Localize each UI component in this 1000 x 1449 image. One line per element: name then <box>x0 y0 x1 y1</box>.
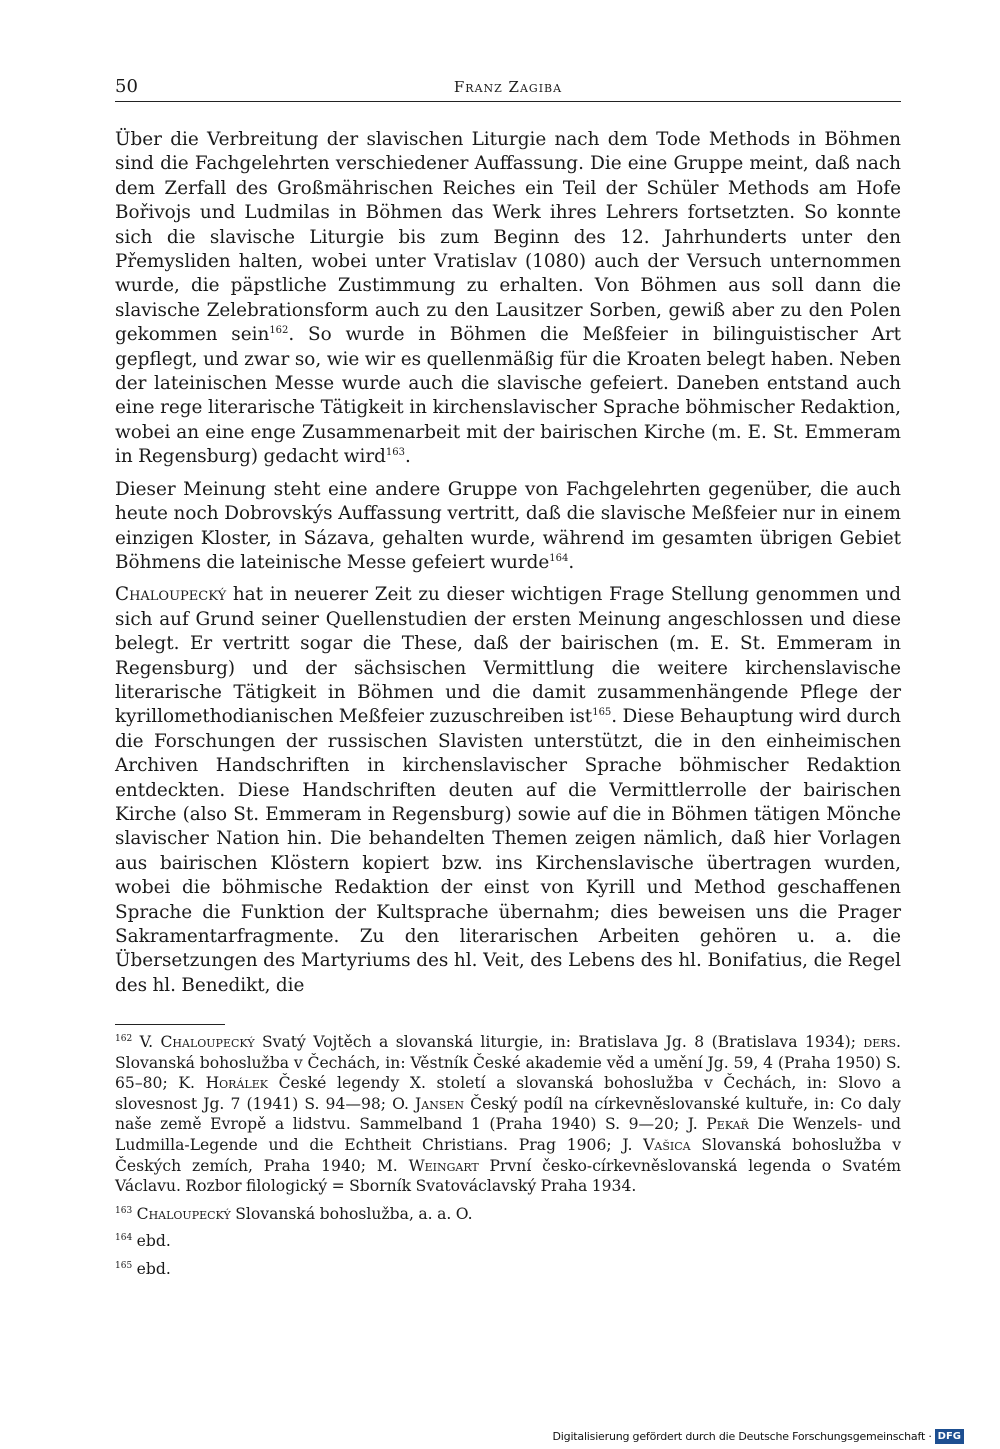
body-text <box>115 128 901 1006</box>
footnote-ref-163: 163 <box>385 447 405 459</box>
footnote-text: V. <box>132 1033 161 1051</box>
author-name: Chaloupecký <box>132 1204 231 1223</box>
footnote-text: Svatý Vojtěch a slovanská liturgie, in: Bratislava Jg. 8 (Bratislava 1934); <box>254 1033 864 1051</box>
header-rule <box>115 101 901 102</box>
paragraph-3-text-b: . Diese Behauptung wird durch die Forschungen der russischen Slavisten unterstützt, die in den einheimischen Archiven Handschriften in kirchenslavischer Sprache böhmischer Redaktion entdeckten. Diese Handschriften deuten auf die Vermittlerrolle der bairischen Kirche (also St. Emmeram in Regensburg) sowie auf die in Böhmen tätigen Mönche slavischer Nation hin. Die behandelten Themen zeigen nämlich, daß hier Vorlagen aus bairischen Klöstern kopiert bzw. ins Kirchenslavische übertragen wurden, wobei die böhmische Redaktion der einst von Kyrill und Method geschaffenen Sprache die Funktion der Kultsprache übernahm; dies beweisen uns die Prager Sakramentarfragmente. Zu den literarischen Arbeiten gehören u. a. die Übersetzungen des Martyriums des hl. Veit, des Lebens des hl. Bonifatius, die Regel des hl. Benedikt, die <box>115 706 901 996</box>
paragraph-1-text-c: . <box>405 446 411 468</box>
author-name: Pekař <box>706 1115 749 1134</box>
paragraph-2 <box>115 478 901 576</box>
paragraph-2-text-a: Dieser Meinung steht eine andere Gruppe von Fachgelehrten gegenüber, die auch heute noch Dobrovskýs Auffassung vertritt, daß die slavische Meßfeier nur in einem einzigen Kloster, in Sázava, gehalten wurde, während im gesamten übrigen Gebiet Böhmens die lateinische Messe gefeiert wurde <box>115 478 901 573</box>
footnote-number: 165 <box>115 1260 133 1271</box>
footnote-number: 164 <box>115 1233 133 1244</box>
footnote-number: 162 <box>115 1033 133 1044</box>
paragraph-1-text-b: . So wurde in Böhmen die Meßfeier in bilinguistischer Art gepflegt, und zwar so, wie wir es quellenmäßig für die Kroaten belegt haben. Neben der lateinischen Messe wurde auch die slavische gefeiert. Daneben entstand auch eine rege literarische Tätigkeit in kirchenslavischer Sprache böhmischer Redaktion, wobei an eine enge Zusammenarbeit mit der bairischen Kirche (m. E. St. Emmeram in Regensburg) gedacht wird <box>115 324 902 468</box>
footnote-rule <box>115 1024 225 1025</box>
running-head: Franz Zagiba <box>453 78 563 96</box>
footnote-ref-162: 162 <box>269 325 289 337</box>
author-name: ders. <box>863 1033 901 1051</box>
footnotes <box>115 1032 901 1287</box>
page-number: 50 <box>115 76 138 97</box>
footnote-text: Slovanská bohoslužba, a. a. O. <box>230 1204 473 1223</box>
paragraph-3 <box>115 583 901 998</box>
paragraph-3-text-a: hat in neuerer Zeit zu dieser wichtigen Frage Stellung genommen und sich auf Grund seiner Quellenstudien der ersten Meinung angeschlossen und diese belegt. Er vertritt sogar die These, daß der bairischen (m. E. St. Emmeram in Regensburg) und der sächsischen Vermittlung die weitere kirchenslavische literarische Tätigkeit in Böhmen und die damit zusammenhängende Pflege der kyrillomethodianischen Meßfeier zuzuschreiben ist <box>115 584 901 728</box>
paragraph-1-text-a: Über die Verbreitung der slavischen Liturgie nach dem Tode Methods in Böhmen sind die Fachgelehrten verschiedener Auffassung. Die eine Gruppe meint, daß nach dem Zerfall des Großmährischen Reiches ein Teil der Schüler Methods am Hofe Bořivojs und Ludmilas in Böhmen das Werk ihres Lehrers fortsetzten. So konnte sich die slavische Liturgie bis zum Beginn des 12. Jahrhunderts unter den Přemysliden halten, wobei unter Vratislav (1080) auch der Versuch unternommen wurde, die päpstliche Zustimmung zu erhalten. Von Böhmen aus soll dann die slavische Zelebrationsform auch zu den Lausitzer Sorben, gewiß aber zu den Polen gekommen sein <box>115 129 901 346</box>
footnote-163 <box>115 1204 901 1225</box>
paragraph-2-text-b: . <box>568 551 575 573</box>
footnote-text: České legendy X. století a slovanská bohoslužba v Čechách, in: Slovo a slovesnost Jg. 7 (1941) S. 94—98; O. <box>115 1074 902 1113</box>
author-name: Jansen <box>415 1094 465 1113</box>
footnote-text: První česko-církevněslovanská legenda o Svatém Václavu. Rozbor filologický = Sborník Svatováclavský Praha 1934. <box>115 1156 901 1196</box>
footnote-ref-164: 164 <box>549 552 569 564</box>
footnote-text: Slovanská bohoslužba v Českých zemích, Praha 1940; M. <box>115 1135 901 1175</box>
author-name: Vašica <box>643 1135 691 1154</box>
footnote-text: ebd. <box>132 1259 171 1278</box>
author-name: Weingart <box>408 1156 479 1175</box>
footnote-number: 163 <box>115 1205 133 1216</box>
footnote-text: Český podíl na církevněslovanské kultuře, in: Co daly naše země Evropě a lidstvu. Sammelband 1 (Praha 1940) S. 9—20; J. <box>115 1094 901 1134</box>
footnote-text: Die Wenzels- und Ludmilla-Legende und die Echtheit Christians. Prag 1906; J. <box>115 1115 901 1154</box>
footnote-162 <box>115 1032 901 1197</box>
footnote-ref-165: 165 <box>592 707 612 719</box>
author-name: Chaloupecký <box>160 1033 255 1051</box>
dfg-logo: DFG <box>935 1429 964 1444</box>
footnote-165 <box>115 1259 901 1280</box>
footnote-text: Slovanská bohoslužba v Čechách, in: Věstník České akademie věd a umění Jg. 59, 4 (Praha 1950) S. 65–80; K. <box>115 1053 901 1093</box>
footnote-text: ebd. <box>132 1232 171 1251</box>
author-name-chaloupecky: Chaloupecký <box>115 584 227 606</box>
digitization-credit <box>553 1426 964 1446</box>
author-name: Horálek <box>205 1074 268 1093</box>
credit-text: Digitalisierung gefördert durch die Deutsche Forschungsgemeinschaft · <box>552 1429 932 1443</box>
paragraph-1 <box>115 128 901 470</box>
footnote-164 <box>115 1231 901 1252</box>
page-header <box>115 76 901 100</box>
